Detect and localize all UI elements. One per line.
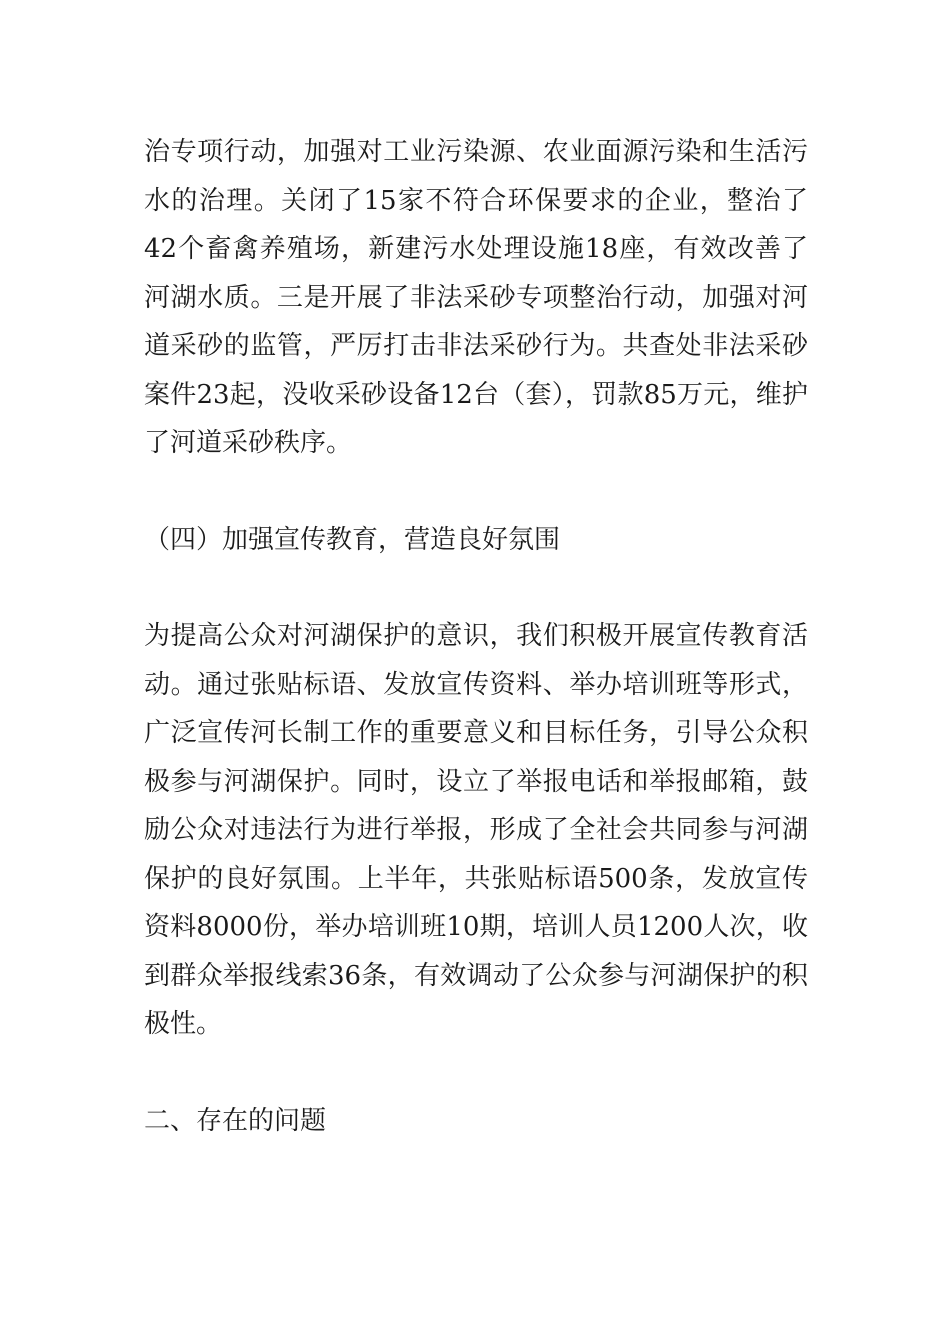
paragraph-spacer bbox=[144, 468, 808, 516]
paragraph-spacer bbox=[144, 564, 808, 612]
paragraph-river-remediation: 治专项行动，加强对工业污染源、农业面源污染和生活污水的治理。关闭了15家不符合环保要求的企业，整治了42个畜禽养殖场，新建污水处理设施18座，有效改善了河湖水质。三是开展了非法采砂专项整治行动，加强对河道采砂的监管，严厉打击非法采砂行为。共查处非法采砂案件23起，没收采砂设备12台（套），罚款85万元，维护了河道采砂秩序。 bbox=[144, 137, 808, 458]
document-body bbox=[144, 128, 808, 1145]
section-heading-publicity: （四）加强宣传教育，营造良好氛围 bbox=[144, 524, 561, 555]
paragraph-publicity-education: 为提高公众对河湖保护的意识，我们积极开展宣传教育活动。通过张贴标语、发放宣传资料、举办培训班等形式，广泛宣传河长制工作的重要意义和目标任务，引导公众积极参与河湖保护。同时，设立了举报电话和举报邮箱，鼓励公众对违法行为进行举报，形成了全社会共同参与河湖保护的良好氛围。上半年，共张贴标语500条，发放宣传资料8000份，举办培训班10期，培训人员1200人次，收到群众举报线索36条，有效调动了公众参与河湖保护的积极性。 bbox=[144, 621, 808, 1039]
paragraph-spacer bbox=[144, 1049, 808, 1097]
section-heading-problems: 二、存在的问题 bbox=[144, 1105, 327, 1136]
